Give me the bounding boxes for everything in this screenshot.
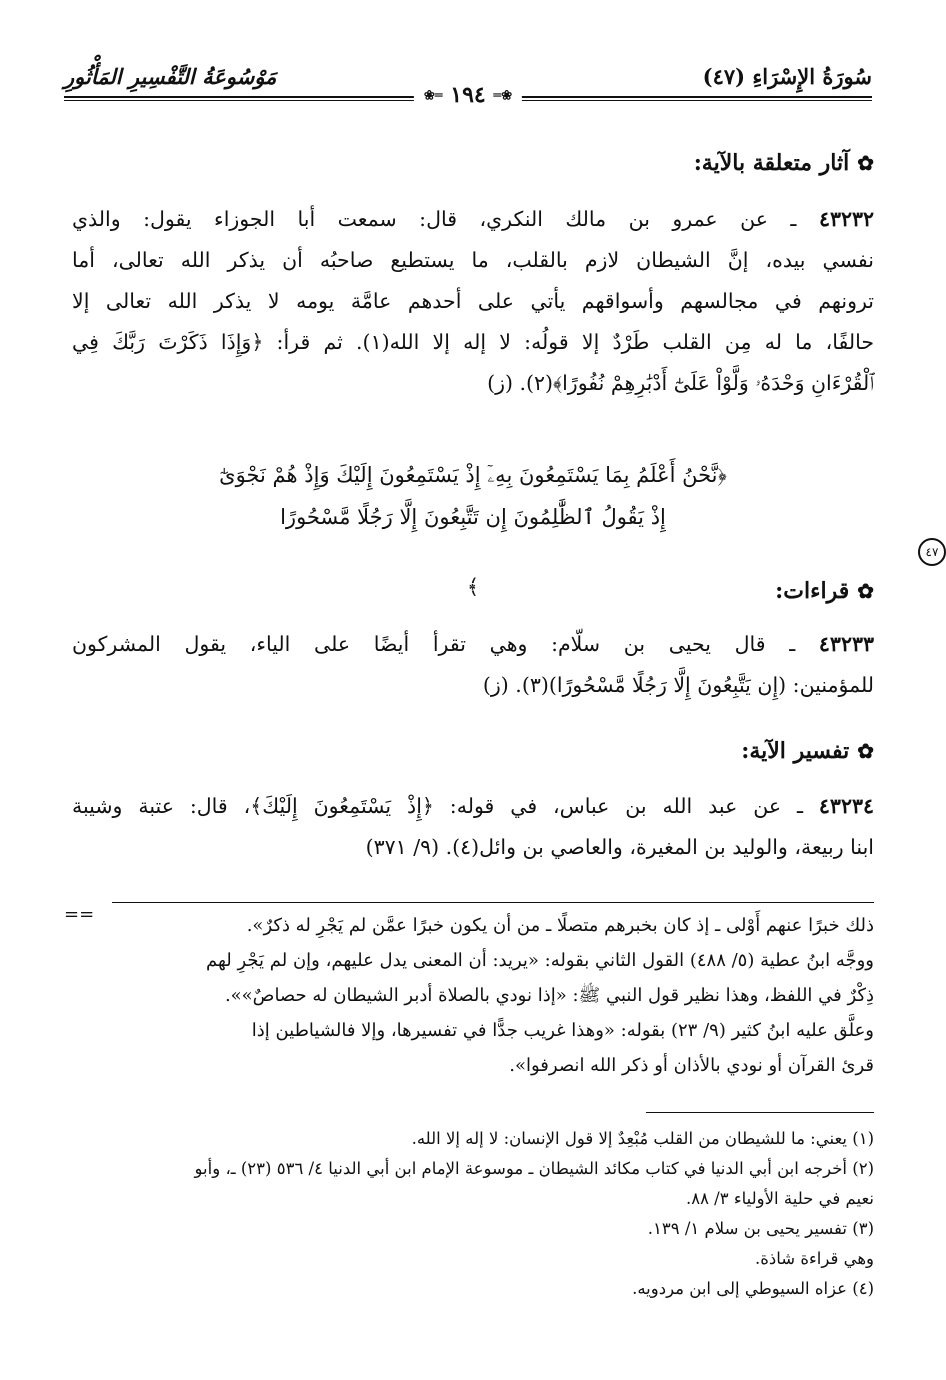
paragraph-line: للمؤمنين: (إِن يَتَّبِعُونَ إِلَّا رَجُلًا مَّسْحُورًا)(٣). (ز) — [482, 673, 874, 697]
note-line: ذِكْرٌ في اللفظ، وهذا نظير قول النبي ﷺ: «إذا نودي بالصلاة أدبر الشيطان له حصاصٌ»». — [224, 985, 874, 1006]
athar-paragraph — [72, 199, 874, 404]
book-title: مَوْسُوعَةُ التَّفْسِيرِ المَأْثُورِ — [64, 64, 277, 89]
athar-heading: ✿آثار متعلقة بالآية: — [693, 150, 874, 176]
footnote-line: (١) يعني: ما للشيطان من القلب مُبْعِدٌ إلا قول الإنسان: لا إله إلا الله. — [411, 1129, 874, 1148]
tafsir-heading: ✿تفسير الآية: — [741, 738, 874, 764]
ornament-icon: ═❀ — [423, 88, 443, 104]
paragraph-line: ترونهم في مجالسهم وأسواقهم يأتي على أحدهم عامَّة يومه لا يذكر الله تعالى إلا — [72, 289, 874, 313]
paragraph-line: نفسي بيده، إنَّ الشيطان لازم بالقلب، ما يستطيع صاحبُه أن يذكر الله تعالى، أما — [72, 248, 874, 272]
page-number: ١٩٤ — [450, 82, 486, 108]
footnote-line: (٤) عزاه السيوطي إلى ابن مردويه. — [632, 1279, 874, 1298]
flower-icon: ✿ — [857, 579, 874, 603]
ayah-number-badge: ٤٧ — [918, 538, 946, 566]
footnotes — [72, 1124, 874, 1304]
verse-line-2: إِذْ يَقُولُ ٱلظَّٰلِمُونَ إِن تَتَّبِعُونَ إِلَّا رَجُلًا مَّسْحُورًا ٤٧ ﴾ — [0, 496, 946, 608]
entry-number: ٤٣٢٣٣ — [818, 632, 874, 656]
page-number-box — [414, 82, 522, 108]
note-line: ذلك خبرًا عنهم أَوْلى ـ إذ كان بخبرهم متصلًا ـ من أن يكون خبرًا عمَّن لم يَجْرِ له ذكرٌ». — [246, 915, 874, 936]
footnote-line: نعيم في حلية الأولياء ٣/ ٨٨. — [685, 1189, 874, 1208]
ornament-icon: ❀═ — [493, 88, 513, 104]
qiraat-paragraph — [72, 624, 874, 706]
footnote-line: (٣) تفسير يحيى بن سلام ١/ ١٣٩. — [647, 1219, 874, 1238]
flower-icon: ✿ — [857, 739, 874, 763]
note-line: وعلَّق عليه ابنُ كثير (٩/ ٢٣) بقوله: «وهذا غريب جدًّا في تفسيرها، وإلا فالشياطين إذا — [251, 1020, 874, 1041]
tafsir-paragraph — [72, 786, 874, 868]
note-line: ووجَّه ابنُ عطية (٥/ ٤٨٨) القول الثاني بقوله: «يريد: أن المعنى يدل عليهم، وإن لم يَجْرِ لهم — [206, 950, 874, 971]
page-header — [64, 62, 872, 106]
qiraat-heading: ✿قراءات: — [775, 578, 874, 604]
flower-icon: ✿ — [857, 151, 874, 175]
paragraph-line: ٱلْقُرْءَانِ وَحْدَهُۥ وَلَّوْاْ عَلَىٰٓ أَدْبَٰرِهِمْ نُفُورًا﴾(٢). (ز) — [487, 371, 874, 395]
surah-title: سُورَةُ الإِسْرَاءِ (٤٧) — [702, 64, 872, 89]
paragraph-line: ٤٣٢٣٢ ـ عن عمرو بن مالك النكري، قال: سمعت أبا الجوزاء يقول: والذي — [72, 207, 874, 231]
entry-number: ٤٣٢٣٤ — [818, 794, 874, 818]
paragraph-line: ٤٣٢٣٤ ـ عن عبد الله بن عباس، في قوله: ﴿إِذْ يَسْتَمِعُونَ إِلَيْكَ﴾، قال: عتبة وشيبة — [72, 794, 874, 818]
continuation-mark: == — [64, 904, 95, 925]
footnote-line: وهي قراءة شاذة. — [755, 1249, 874, 1268]
footnote-separator — [646, 1112, 874, 1113]
verse-line-1: ﴿نَّحْنُ أَعْلَمُ بِمَا يَسْتَمِعُونَ بِهِۦٓ إِذْ يَسْتَمِعُونَ إِلَيْكَ وَإِذْ هُمْ نَجْوَىٰٓ — [219, 463, 727, 487]
paragraph-line: ٤٣٢٣٣ ـ قال يحيى بن سلّام: وهي تقرأ أيضًا على الياء، يقول المشركون — [72, 632, 874, 656]
paragraph-line: حالفًا، ما له مِن القلب طَرْدٌ إلا قولُه: لا إله إلا الله(١). ثم قرأ: ﴿وَإِذَا ذَكَرْتَ رَبَّكَ فِي — [72, 330, 875, 354]
paragraph-line: ابنا ربيعة، والوليد بن المغيرة، والعاصي بن وائل(٤). (٩/ ٣٧١) — [365, 835, 874, 859]
note-block — [72, 908, 874, 1083]
footnote-line: (٢) أخرجه ابن أبي الدنيا في كتاب مكائد الشيطان ـ موسوعة الإمام ابن أبي الدنيا ٤/ ٥٣٦ (٢٣) ـ، وأبو — [194, 1159, 874, 1178]
note-separator — [112, 902, 874, 903]
entry-number: ٤٣٢٣٢ — [818, 207, 874, 231]
note-line: قرئ القرآن أو نودي بالأذان أو ذكر الله انصرفوا». — [509, 1055, 874, 1076]
